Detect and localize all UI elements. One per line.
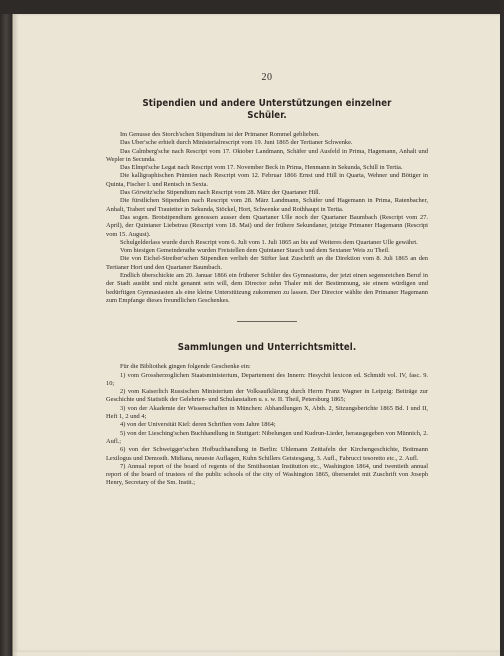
paragraph: Die kalligraphischen Prämien nach Rescript vom 12. Februar 1866 Ernst und Hill in Quarta, Wehner und Böttger in Quinta, Fischer I. und Rentsch in Sexta. bbox=[106, 172, 428, 188]
paragraph: Das Uber'sche erhielt durch Ministerialrescript vom 19. Juni 1865 der Tertianer Schwenke. bbox=[120, 139, 353, 147]
paragraph: Endlich überschickte am 20. Januar 1866 ein früherer Schüler des Gymnasiums, der jetzt einen segensreichen Beruf in der Stadt ausübt und nicht genannt sein will, dem Director zehn Thaler mit der Bestimmung, sie einem würdigen und bedürftigen Gymnasiasten als eine kleine Unterstützung zukommen zu lassen. Der Director wählte den Primaner Hagemann zum Empfange dieses freundlichen Geschenkes. bbox=[106, 272, 428, 304]
paragraph: Das Görwitz'sche Stipendium nach Rescript vom 28. März der Quartaner Hill. bbox=[120, 189, 321, 197]
paragraph: 1) vom Grossherzoglichen Staatsministerium, Departement des Innern: Hesychii lexicon ed. Schmidt vol. IV, fasc. 9. 10; bbox=[106, 371, 428, 387]
paragraph: 5) von der Liesching'schen Buchhandlung in Stuttgart: Nibelungen und Kudrun-Lieder, herausgegeben von Münnich, 2. Aufl.; bbox=[106, 429, 428, 445]
paragraph: 7) Annual report of the board of regents of the Smithsonian Institution etc., Washington 1864, und twentieth annual report of the board of trustees of the public schools of the city of Washington 1865, übersendet mit Zuschrift von Joseph Henry, Secretary of the Sm. Instit.; bbox=[106, 462, 428, 487]
page-number: 20 bbox=[261, 72, 273, 83]
section-heading-sammlungen: Sammlungen und Unterrichtsmittel. bbox=[177, 342, 357, 354]
paragraph: Schulgelderlass wurde durch Rescript vom 6. Juli vom 1. Juli 1865 an bis auf Weiteres dem Quartaner Ulle gewährt. bbox=[120, 238, 418, 246]
paragraph: Das sogen. Brotstipendium genossen ausser dem Quartaner Ulle noch der Quartaner Baumbach (Rescript vom 27. April), der Quintaner Liebetrau (Rescript vom 18. Mai) und der frühere Sekundaner, jetzige Primaner Hagemann (Rescript vom 15. August). bbox=[106, 213, 428, 238]
paragraph: Das Elmpt'sche Legat nach Rescript vom 17. November Beck in Prima, Henmann in Sekunda, Schill in Tertia. bbox=[120, 164, 403, 172]
paragraph: Für die Bibliothek gingen folgende Geschenke ein: bbox=[120, 363, 251, 371]
section-sammlungen-body bbox=[106, 363, 428, 487]
paragraph: 3) von der Akademie der Wissenschaften in München: Abhandlungen X, Abth. 2, Sitzungsberichte 1865 Bd. I und II, Heft 1, 2 und 4; bbox=[106, 404, 428, 421]
paragraph: Im Genusse des Storch'schen Stipendium ist der Primaner Rommel geblieben. bbox=[120, 131, 320, 138]
section-stipendien-body bbox=[106, 131, 428, 305]
scan-right-edge bbox=[500, 0, 504, 656]
paragraph: Das Calmberg'sche nach Rescript vom 17. Oktober Landmann, Schäfer und Ausfeld in Prima, Hagemann, Anhalt und Wepler in Secunda. bbox=[106, 147, 428, 163]
section-divider bbox=[237, 321, 297, 322]
paragraph: Die fürstlichen Stipendien nach Rescript vom 28. März Landmann, Schäfer und Hagemann in Prima, Ratenbacher, Anhalt, Trabert und Trautetter in Sekunda, Stöckel, Hort, Schwenke und Rothhaupt in Tertia. bbox=[106, 197, 428, 213]
paragraph: Die von Eichel-Streiber'schen Stipendien verlieh der Stifter laut Zuschrift an die Direktion vom 8. Juli 1865 an den Tertianer Hort und den Quartaner Baumbach. bbox=[106, 255, 428, 271]
paragraph: Vom hiesigen Gemeinderathe wurden Freistellen dem Quintaner Stauch und dem Sextaner Weis zu Theil. bbox=[120, 247, 390, 255]
paragraph: 4) von der Universität Kiel: deren Schriften vom Jahre 1864; bbox=[120, 421, 276, 429]
section-heading-stipendien: Stipendien und andere Unterstützungen einzelner Schüler. bbox=[142, 98, 392, 121]
page-content bbox=[106, 72, 428, 488]
scan-top-edge bbox=[0, 0, 504, 14]
paragraph: 6) von der Schweigger'schen Hofbuchhandlung in Berlin: Uhlemann Zeittafeln der Kirchengeschichte, Bottmann Lexilogus und Demosth. Midiana, neueste Auflagen, Kuhn Schillers Geistesgang, 3. Aufl., Fabrucci tesoretto etc., 2. Aufl. bbox=[106, 446, 428, 462]
paragraph: 2) vom Kaiserlich Russischen Ministerium der Volksaufklärung durch Herrn Franz Wagner in Leipzig: Beiträge zur Geschichte und Statistik der Gelehrten- und Schulanstalten u. s. w. II. Theil, Petersburg 1865; bbox=[106, 388, 428, 404]
